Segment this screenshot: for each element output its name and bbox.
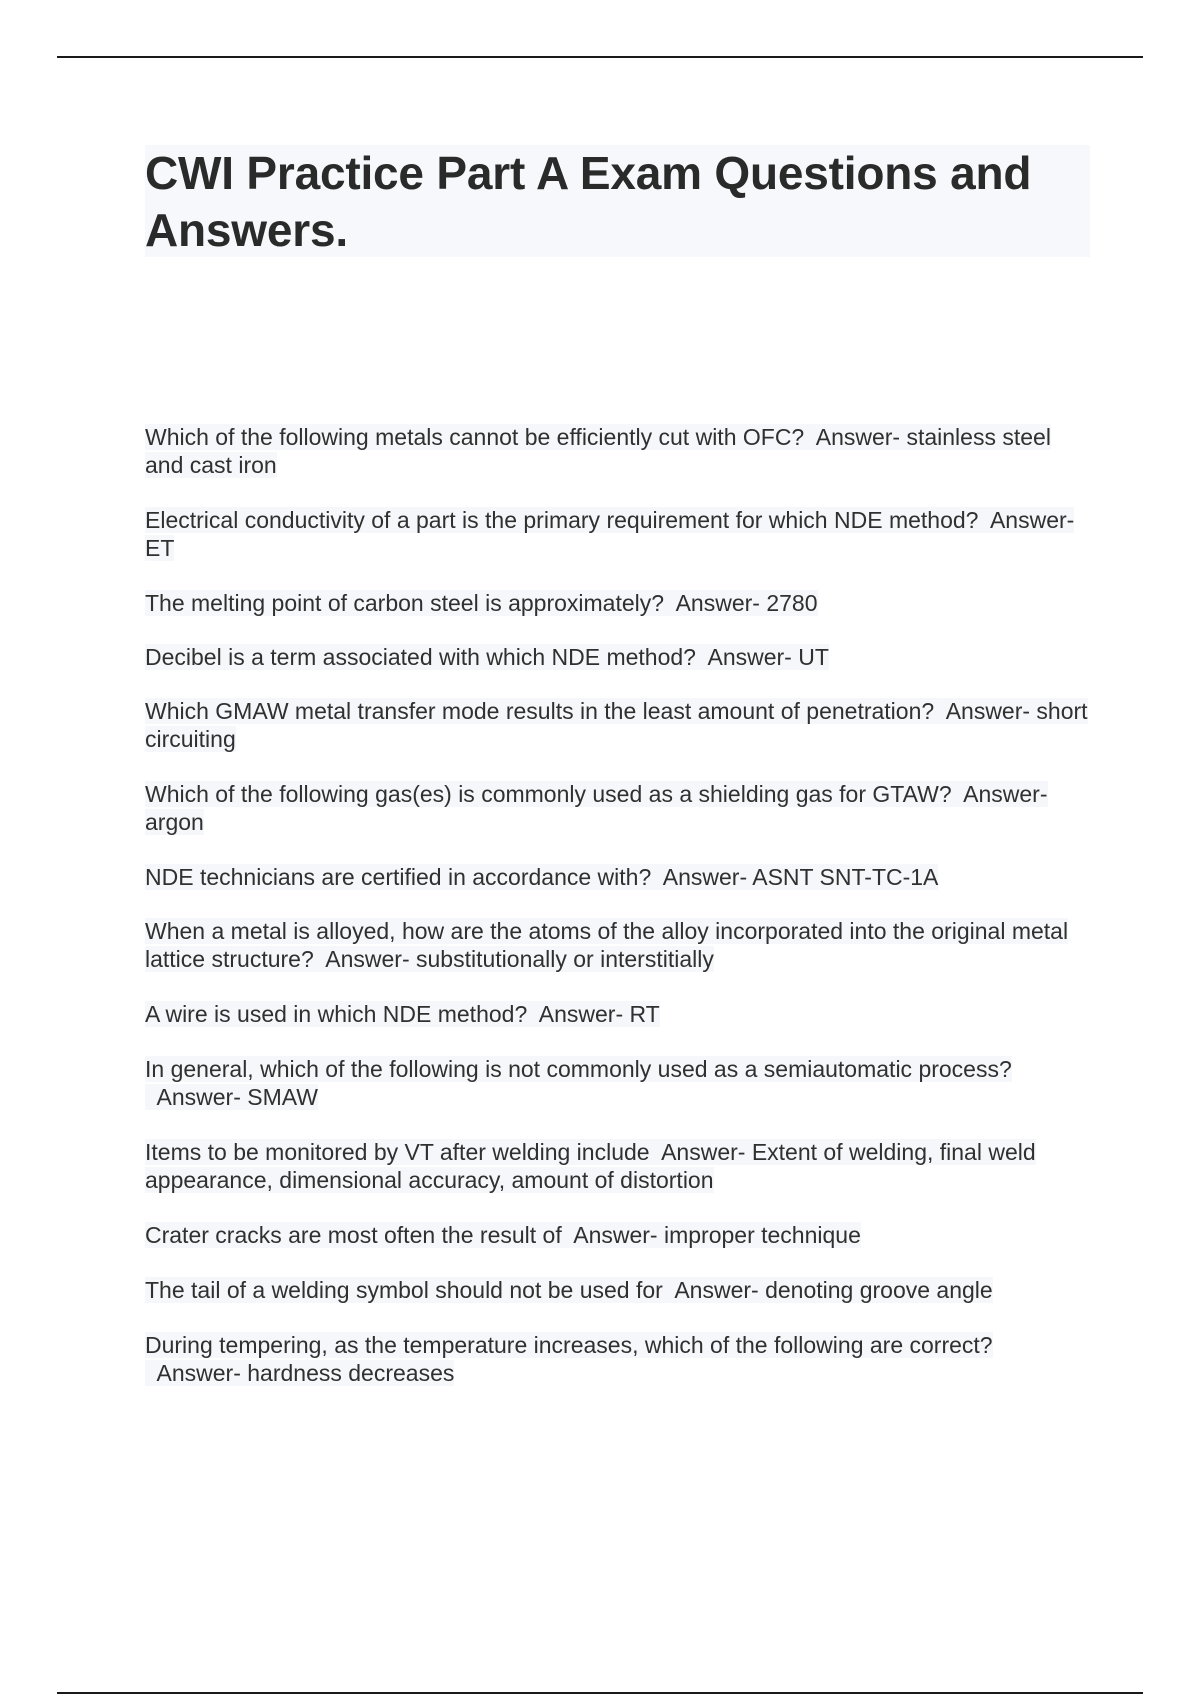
qa-list bbox=[145, 423, 1090, 1387]
qa-item bbox=[145, 1000, 1090, 1028]
answer-text: Answer- UT bbox=[707, 644, 829, 670]
qa-item bbox=[145, 1055, 1090, 1111]
answer-text: Answer- SMAW bbox=[156, 1084, 318, 1110]
answer-text: Answer- improper technique bbox=[573, 1222, 861, 1248]
qa-item bbox=[145, 863, 1090, 891]
question-text: Decibel is a term associated with which NDE method? bbox=[145, 644, 696, 670]
answer-text: Answer- RT bbox=[538, 1001, 660, 1027]
answer-text: Answer- 2780 bbox=[675, 590, 818, 616]
question-text: Which of the following gas(es) is commonly used as a shielding gas for GTAW? bbox=[145, 781, 952, 807]
qa-item bbox=[145, 697, 1090, 753]
question-text: In general, which of the following is not commonly used as a semiautomatic process? bbox=[145, 1056, 1012, 1082]
question-text: The melting point of carbon steel is approximately? bbox=[145, 590, 665, 616]
qa-item bbox=[145, 506, 1090, 562]
bottom-rule bbox=[57, 1692, 1143, 1694]
qa-item bbox=[145, 1276, 1090, 1304]
question-text: The tail of a welding symbol should not be used for bbox=[145, 1277, 663, 1303]
question-text: Which GMAW metal transfer mode results in the least amount of penetration? bbox=[145, 698, 935, 724]
question-text: When a metal is alloyed, how are the atoms of the alloy incorporated into the original metal lattice structure? bbox=[145, 918, 1069, 972]
question-text: Crater cracks are most often the result of bbox=[145, 1222, 562, 1248]
question-text: Electrical conductivity of a part is the primary requirement for which NDE method? bbox=[145, 507, 979, 533]
answer-text: Answer- hardness decreases bbox=[156, 1360, 455, 1386]
qa-item bbox=[145, 589, 1090, 617]
answer-text: Answer- denoting groove angle bbox=[674, 1277, 993, 1303]
question-text: A wire is used in which NDE method? bbox=[145, 1001, 528, 1027]
qa-item bbox=[145, 1138, 1090, 1194]
top-rule bbox=[57, 56, 1143, 58]
answer-text: Answer- argon bbox=[145, 781, 1048, 835]
answer-text: Answer- Extent of welding, final weld appearance, dimensional accuracy, amount of distortion bbox=[145, 1139, 1036, 1193]
qa-item bbox=[145, 1221, 1090, 1249]
question-text: Which of the following metals cannot be efficiently cut with OFC? bbox=[145, 424, 805, 450]
answer-text: Answer- substitutionally or interstitially bbox=[325, 946, 714, 972]
qa-item bbox=[145, 423, 1090, 479]
answer-text: Answer- short circuiting bbox=[145, 698, 1088, 752]
title-block bbox=[145, 145, 1090, 257]
question-text: NDE technicians are certified in accordance with? bbox=[145, 864, 652, 890]
question-text: During tempering, as the temperature increases, which of the following are correct? bbox=[145, 1332, 993, 1358]
answer-text: Answer- stainless steel and cast iron bbox=[145, 424, 1051, 478]
question-text: Items to be monitored by VT after welding include bbox=[145, 1139, 650, 1165]
qa-item bbox=[145, 643, 1090, 671]
qa-item bbox=[145, 917, 1090, 973]
answer-text: Answer- ASNT SNT-TC-1A bbox=[662, 864, 939, 890]
answer-text: Answer- ET bbox=[145, 507, 1075, 561]
qa-item bbox=[145, 1331, 1065, 1387]
document-title: CWI Practice Part A Exam Questions and Answers. bbox=[145, 147, 1032, 256]
qa-item bbox=[145, 780, 1065, 836]
